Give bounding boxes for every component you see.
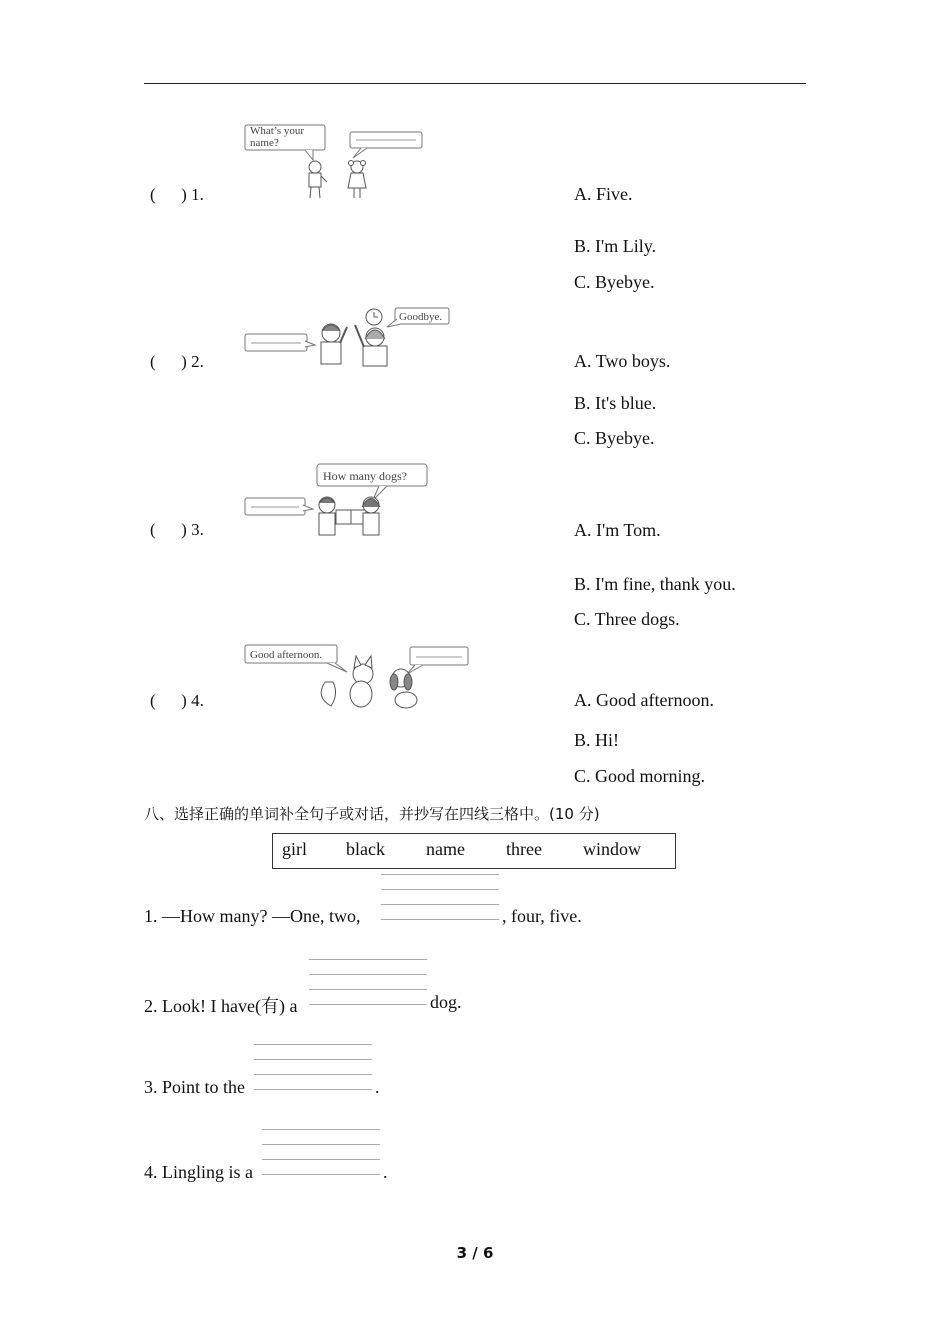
bubble-4-text: Good afternoon. <box>250 649 323 661</box>
question-2-picture <box>243 305 453 370</box>
question-3-option-a: A. I'm Tom. <box>574 520 661 540</box>
question-2-number: ( ) 2. <box>150 352 204 371</box>
word-bank <box>272 833 676 869</box>
sentence-2-after: dog. <box>430 992 462 1012</box>
page-number: 3 / 6 <box>456 1244 494 1262</box>
question-1-option-b: B. I'm Lily. <box>574 236 657 256</box>
question-2-option-b: B. It's blue. <box>574 393 657 413</box>
sentence-3-before: 3. Point to the <box>144 1077 246 1097</box>
question-4-option-a: A. Good afternoon. <box>574 690 714 710</box>
question-3-number: ( ) 3. <box>150 520 204 539</box>
bubble-1-line1: What’s your <box>250 125 305 137</box>
sentence-4-writing-lines[interactable] <box>262 1129 380 1175</box>
sentence-3-after: . <box>375 1077 380 1097</box>
sentence-3-writing-lines[interactable] <box>254 1044 372 1090</box>
sentence-1-before: 1. —How many? —One, two, <box>144 906 361 926</box>
sentence-2-before: 2. Look! I have(有) a <box>144 996 298 1016</box>
bubble-1-line2: name? <box>250 137 279 149</box>
question-1-picture <box>243 122 428 202</box>
sentence-1-writing-lines[interactable] <box>381 874 499 920</box>
bubble-2-text: Goodbye. <box>399 311 443 323</box>
sentence-4-after: . <box>383 1162 388 1182</box>
question-4-option-c: C. Good morning. <box>574 766 706 786</box>
question-1-option-c: C. Byebye. <box>574 272 655 292</box>
question-4-picture <box>243 642 473 712</box>
header-rule <box>144 83 806 84</box>
word-girl: girl <box>282 839 307 859</box>
word-three: three <box>506 839 542 859</box>
word-black: black <box>346 839 385 859</box>
bubble-3-text: How many dogs? <box>323 469 407 483</box>
question-2-option-c: C. Byebye. <box>574 428 655 448</box>
sentence-4-before: 4. Lingling is a <box>144 1162 253 1182</box>
question-3-option-c: C. Three dogs. <box>574 609 680 629</box>
sentence-2-writing-lines[interactable] <box>309 959 427 1005</box>
question-3-option-b: B. I'm fine, thank you. <box>574 574 736 594</box>
question-4-option-b: B. Hi! <box>574 730 619 750</box>
question-4-number: ( ) 4. <box>150 691 204 710</box>
sentence-1-after: , four, five. <box>502 906 582 926</box>
section-8-title: 八、选择正确的单词补全句子或对话，并抄写在四线三格中。(10 分) <box>144 805 600 823</box>
word-name: name <box>426 839 465 859</box>
question-2-option-a: A. Two boys. <box>574 351 671 371</box>
word-window: window <box>583 839 641 859</box>
question-1-number: ( ) 1. <box>150 185 204 204</box>
question-3-picture <box>243 460 433 540</box>
question-1-option-a: A. Five. <box>574 184 633 204</box>
